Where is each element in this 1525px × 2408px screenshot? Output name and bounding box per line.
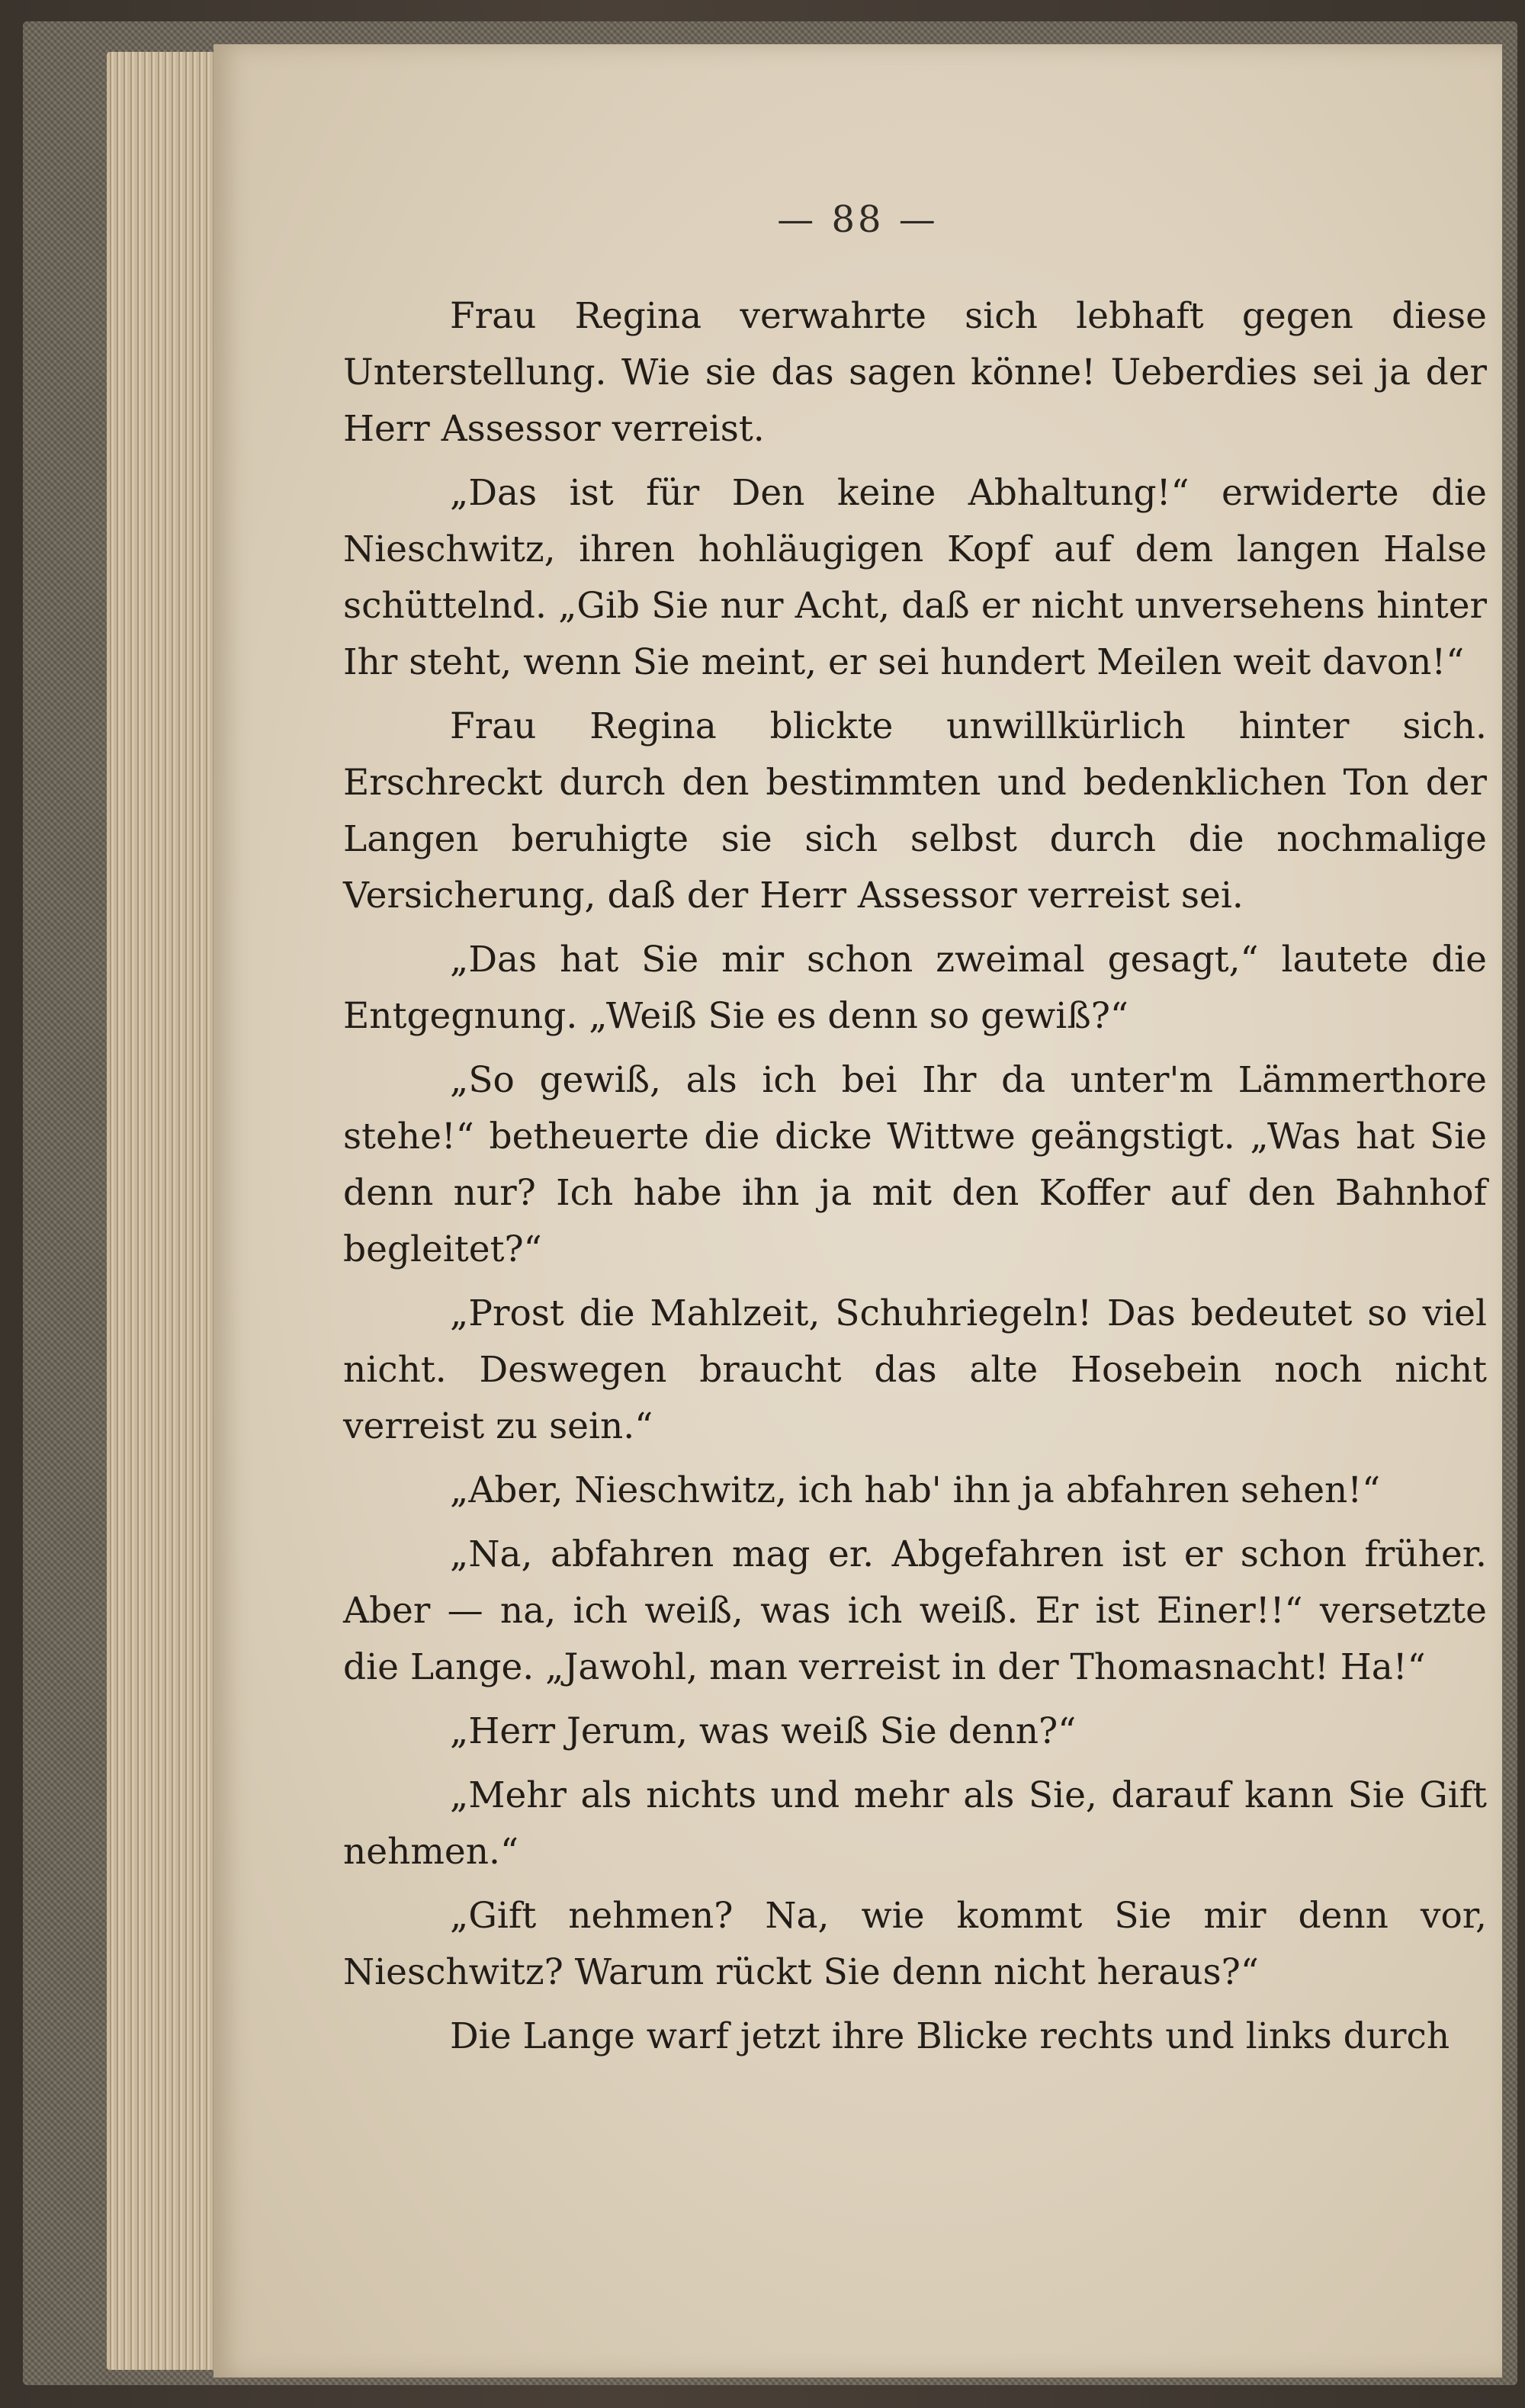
book-page [214,44,1502,2377]
paragraph: „Herr Jerum, was weiß Sie denn?“ [450,1710,1077,1752]
paragraph: „So gewiß, als ich bei Ihr da unter'm Lämmerthore stehe!“ betheuerte die dicke Wittwe geängstigt. „Was hat Sie denn nur? Ich habe ihn ja mit den Koffer auf den Bahnhof begleitet?“ [343,1059,1487,1270]
body-text [343,288,1487,2072]
paragraph: „Das hat Sie mir schon zweimal gesagt,“ lautete die Entgegnung. „Weiß Sie es denn so gewiß?“ [343,939,1487,1037]
paragraph: „Das ist für Den keine Abhaltung!“ erwiderte die Nieschwitz, ihren hohläugigen Kopf auf dem langen Halse schüttelnd. „Gib Sie nur Acht, daß er nicht unversehens hinter Ihr steht, wenn Sie meint, er sei hundert Meilen weit davon!“ [343,472,1487,683]
paragraph: „Aber, Nieschwitz, ich hab' ihn ja abfahren sehen!“ [450,1469,1381,1511]
paragraph: Frau Regina verwahrte sich lebhaft gegen diese Unterstellung. Wie sie das sagen könne! Ueberdies sei ja der Herr Assessor verreist. [343,295,1487,450]
paragraph: Frau Regina blickte unwillkürlich hinter sich. Erschreckt durch den bestimmten und bedenklichen Ton der Langen beruhigte sie sich selbst durch die nochmalige Versicherung, daß der Herr Assessor verreist sei. [343,705,1487,917]
paragraph: „Prost die Mahlzeit, Schuhriegeln! Das bedeutet so viel nicht. Deswegen braucht das alte Hosebein noch nicht verreist zu sein.“ [343,1292,1487,1447]
paragraph: „Na, abfahren mag er. Abgefahren ist er schon früher. Aber — na, ich weiß, was ich weiß. Er ist Einer!!“ versetzte die Lange. „Jawohl, man verreist in der Thomasnacht! Ha!“ [343,1533,1487,1688]
paragraph: Die Lange warf jetzt ihre Blicke rechts und links durch [450,2015,1450,2057]
paragraph: „Mehr als nichts und mehr als Sie, darauf kann Sie Gift nehmen.“ [343,1774,1487,1873]
paragraph: „Gift nehmen? Na, wie kommt Sie mir denn vor, Nieschwitz? Warum rückt Sie denn nicht heraus?“ [343,1895,1487,1993]
page-number: — 88 — [777,198,939,241]
page-edges [107,52,229,2370]
